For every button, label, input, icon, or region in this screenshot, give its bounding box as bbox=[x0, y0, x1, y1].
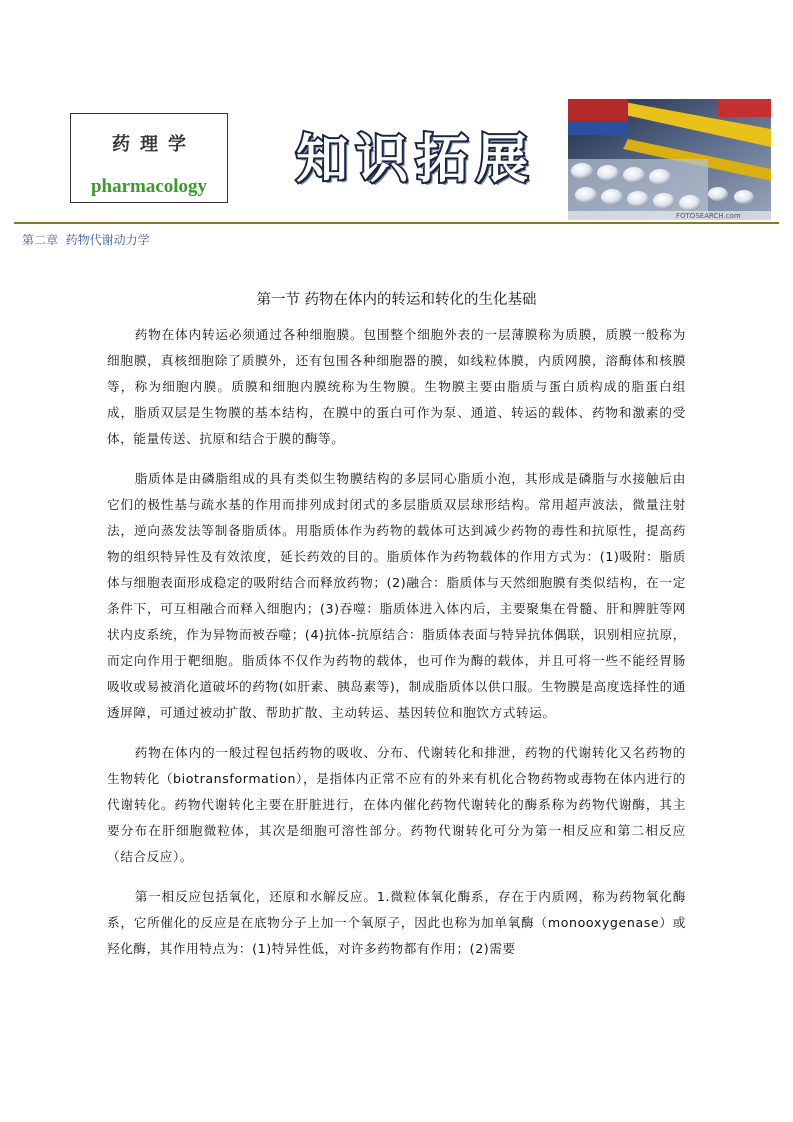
section-title: 第一节 药物在体内的转运和转化的生化基础 bbox=[256, 292, 537, 308]
paragraph: 药物在体内转运必须通过各种细胞膜。包围整个细胞外表的一层薄膜称为质膜，质膜一般称为细胞膜，真核细胞除了质膜外，还有包围各种细胞器的膜，如线粒体膜，内质网膜，溶酶体和核膜等，称为细胞内膜。质膜和细胞内膜统称为生物膜。生物膜主要由脂质与蛋白质构成的脂蛋白组成，脂质双层是生物膜的基本结构，在膜中的蛋白可作为泵、通道、转运的载体、药物和激素的受体，能量传送、抗原和结合于膜的酶等。 bbox=[107, 327, 686, 446]
header-rule bbox=[14, 222, 779, 224]
paragraph: 药物在体内的一般过程包括药物的吸收、分布、代谢转化和排泄，药物的代谢转化又名药物的生物转化（biotransformation），是指体内正常不应有的外来有机化合物药物或毒物在体内进行的代谢转化。药物代谢转化主要在肝脏进行，在体内催化药物代谢转化的酶系称为药物代谢酶，其主要分布在肝细胞微粒体，其次是细胞可溶性部分。药物代谢转化可分为第一相反应和第二相反应（结合反应）。 bbox=[107, 745, 686, 864]
banner-char: 拓 bbox=[416, 130, 471, 190]
paragraph: 第一相反应包括氧化，还原和水解反应。1.微粒体氧化酶系，存在于内质网，称为药物氧化酶系，它所催化的反应是在底物分子上加一个氧原子，因此也称为加单氧酶（monooxygenase）或羟化酶，其作用特点为：(1)特异性低，对许多药物都有作用；(2)需要 bbox=[107, 889, 686, 956]
logo-title-cn: 药理学 bbox=[112, 134, 196, 155]
paragraph: 脂质体是由磷脂组成的具有类似生物膜结构的多层同心脂质小泡，其形成是磷脂与水接触后由它们的极性基与疏水基的作用而排列成封闭式的多层脂质双层球形结构。常用超声波法，微量注射法，逆向蒸发法等制备脂质体。用脂质体作为药物的载体可达到减少药物的毒性和抗原性，提高药物的组织特异性及有效浓度，延长药效的目的。脂质体作为药物载体的作用方式为：(1)吸附：脂质体与细胞表面形成稳定的吸附结合而释放药物；(2)融合：脂质体与天然细胞膜有类似结构，在一定条件下，可互相融合而释入细胞内；(3)吞噬：脂质体进入体内后，主要聚集在骨髓、肝和脾脏等网状内皮系统，作为异物而被吞噬；(4)抗体-抗原结合：脂质体表面与特异抗体偶联，识别相应抗原，而定向作用于靶细胞。脂质体不仅作为药物的载体，也可作为酶的载体，并且可将一些不能经胃肠吸收或易被消化道破坏的药物(如肝素、胰岛素等)，制成脂质体以供口服。生物膜是高度选择性的通透屏障，可通过被动扩散、帮助扩散、主动转运、基因转位和胞饮方式转运。 bbox=[107, 471, 686, 720]
banner-char: 知 bbox=[296, 130, 351, 190]
chapter-label: 第二章 药物代谢动力学 bbox=[22, 233, 150, 247]
logo-box bbox=[70, 113, 228, 203]
banner-heading bbox=[296, 128, 530, 192]
photo-watermark: FOTOSEARCH.com bbox=[676, 212, 741, 220]
body-text bbox=[107, 322, 686, 976]
banner-char: 识 bbox=[356, 130, 411, 190]
pills-illustration bbox=[568, 99, 771, 220]
banner-char: 展 bbox=[476, 130, 531, 190]
logo-title-en: pharmacology bbox=[90, 176, 208, 197]
pills-photo bbox=[568, 99, 771, 220]
